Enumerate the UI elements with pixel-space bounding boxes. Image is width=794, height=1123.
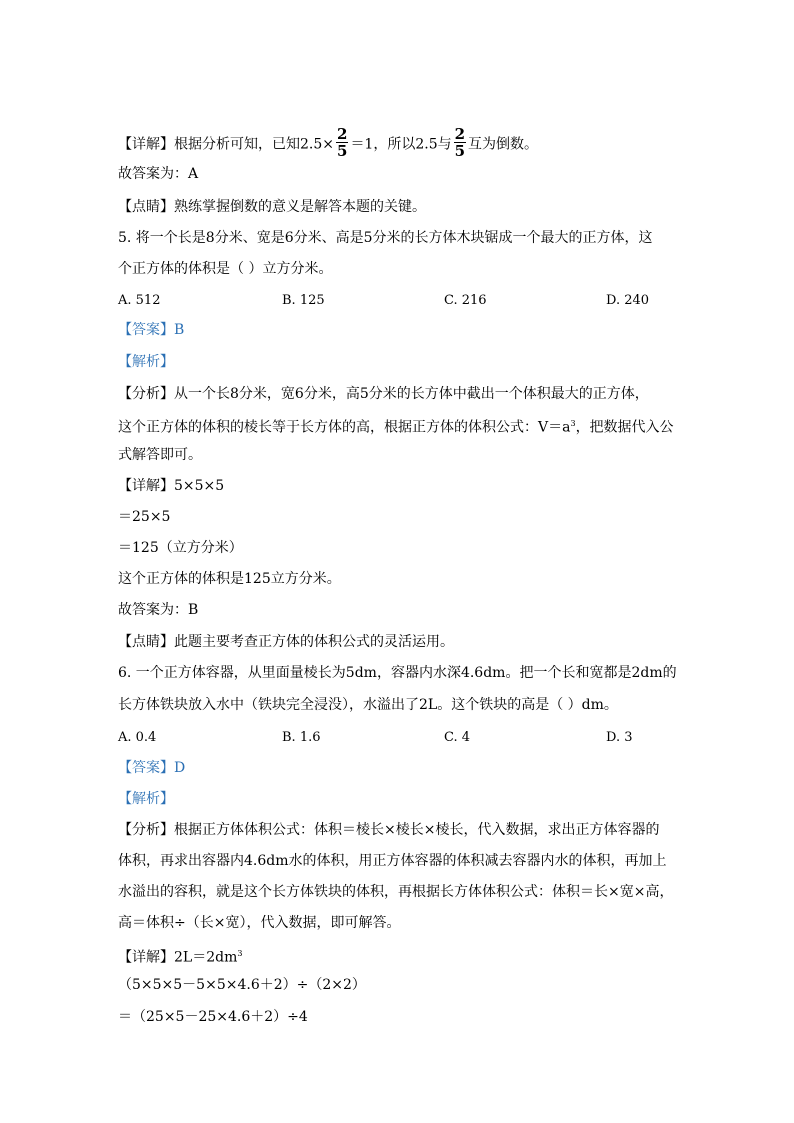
q6-detail-line-3: ＝（25×5－25×4.6＋2）÷4 (118, 1009, 308, 1025)
q6-detail-line-1 (118, 944, 242, 968)
fraction-denominator: 5 (454, 142, 466, 160)
answer-label: 【答案】D (118, 760, 186, 776)
q5-stem-line-1: 5. 将一个长是8分米、宽是6分米、高是5分米的长方体木块锯成一个最大的正方体，这 (118, 230, 653, 246)
q4-detail-text-c: 互为倒数。 (468, 136, 539, 153)
q6-option-d: D. 3 (606, 730, 633, 745)
fraction-numerator: 2 (337, 125, 348, 143)
q5-option-d: D. 240 (606, 293, 650, 308)
q5-remark: 【点睛】此题主要考查正方体的体积公式的灵活运用。 (118, 634, 454, 650)
q6-option-c: C. 4 (444, 730, 471, 745)
fraction-two-fifths (454, 126, 466, 159)
q5-analysis-line-3: 式解答即可。 (118, 447, 202, 463)
q6-detail-text: 【详解】2L＝2dm (118, 949, 238, 966)
superscript: 3 (570, 419, 576, 428)
q6-analysis-tag: 【解析】 (118, 791, 174, 807)
q5-analysis-text-post: ，把数据代入公 (575, 419, 674, 436)
q4-detail-line (118, 125, 539, 161)
q5-answer-line: 故答案为：B (118, 602, 199, 618)
q6-detail-line-2: （5×5×5－5×5×4.6＋2）÷（2×2） (118, 977, 366, 993)
q5-option-a: A. 512 (118, 293, 161, 308)
q5-detail-line-1: 【详解】5×5×5 (118, 478, 225, 494)
q4-detail-text-b: ＝1，所以2.5与 (350, 136, 452, 153)
q6-stem-line-1: 6. 一个正方体容器，从里面量棱长为5dm，容器内水深4.6dm。把一个长和宽都是2dm的 (118, 665, 677, 681)
q5-analysis-line-2 (118, 414, 674, 438)
q4-remark: 【点睛】熟练掌握倒数的意义是解答本题的关键。 (118, 199, 426, 215)
q5-detail-line-2: ＝25×5 (118, 509, 171, 525)
q6-stem-line-2: 长方体铁块放入水中（铁块完全浸没），水溢出了2L。这个铁块的高是（ ）dm。 (118, 697, 618, 713)
q5-analysis-tag: 【解析】 (118, 354, 174, 370)
q5-option-c: C. 216 (444, 293, 487, 308)
q5-answer (118, 320, 184, 340)
q6-answer (118, 758, 185, 778)
q5-stem-line-2: 个正方体的体积是（ ）立方分米。 (118, 261, 333, 277)
q6-option-a: A. 0.4 (118, 730, 157, 745)
q5-analysis-line-1: 【分析】从一个长8分米，宽6分米，高5分米的长方体中截出一个体积最大的正方体， (118, 386, 649, 402)
q5-detail-line-3: ＝125（立方分米） (118, 540, 243, 556)
q6-analysis-line-3: 水溢出的容积，就是这个长方体铁块的体积，再根据长方体体积公式：体积＝长×宽×高， (118, 884, 674, 900)
q5-detail-line-4: 这个正方体的体积是125立方分米。 (118, 571, 341, 587)
fraction-denominator: 5 (337, 142, 348, 160)
answer-label: 【答案】B (118, 322, 185, 338)
q6-analysis-line-1: 【分析】根据正方体体积公式：体积＝棱长×棱长×棱长，代入数据，求出正方体容器的 (118, 822, 660, 838)
q4-answer-line: 故答案为：A (118, 166, 199, 182)
q6-analysis-line-2: 体积，再求出容器内4.6dm水的体积，用正方体容器的体积减去容器内水的体积，再加上 (118, 853, 667, 869)
q6-option-b: B. 1.6 (282, 730, 321, 745)
fraction-two-fifths (336, 126, 348, 159)
q5-option-b: B. 125 (282, 293, 325, 308)
superscript: 3 (237, 949, 243, 958)
q5-analysis-text-pre: 这个正方体的体积的棱长等于长方体的高，根据正方体的体积公式：V＝a (118, 419, 571, 436)
q6-analysis-line-4: 高＝体积÷（长×宽），代入数据，即可解答。 (118, 915, 401, 931)
fraction-numerator: 2 (454, 125, 466, 143)
q4-detail-text-a: 【详解】根据分析可知，已知2.5× (118, 136, 334, 153)
